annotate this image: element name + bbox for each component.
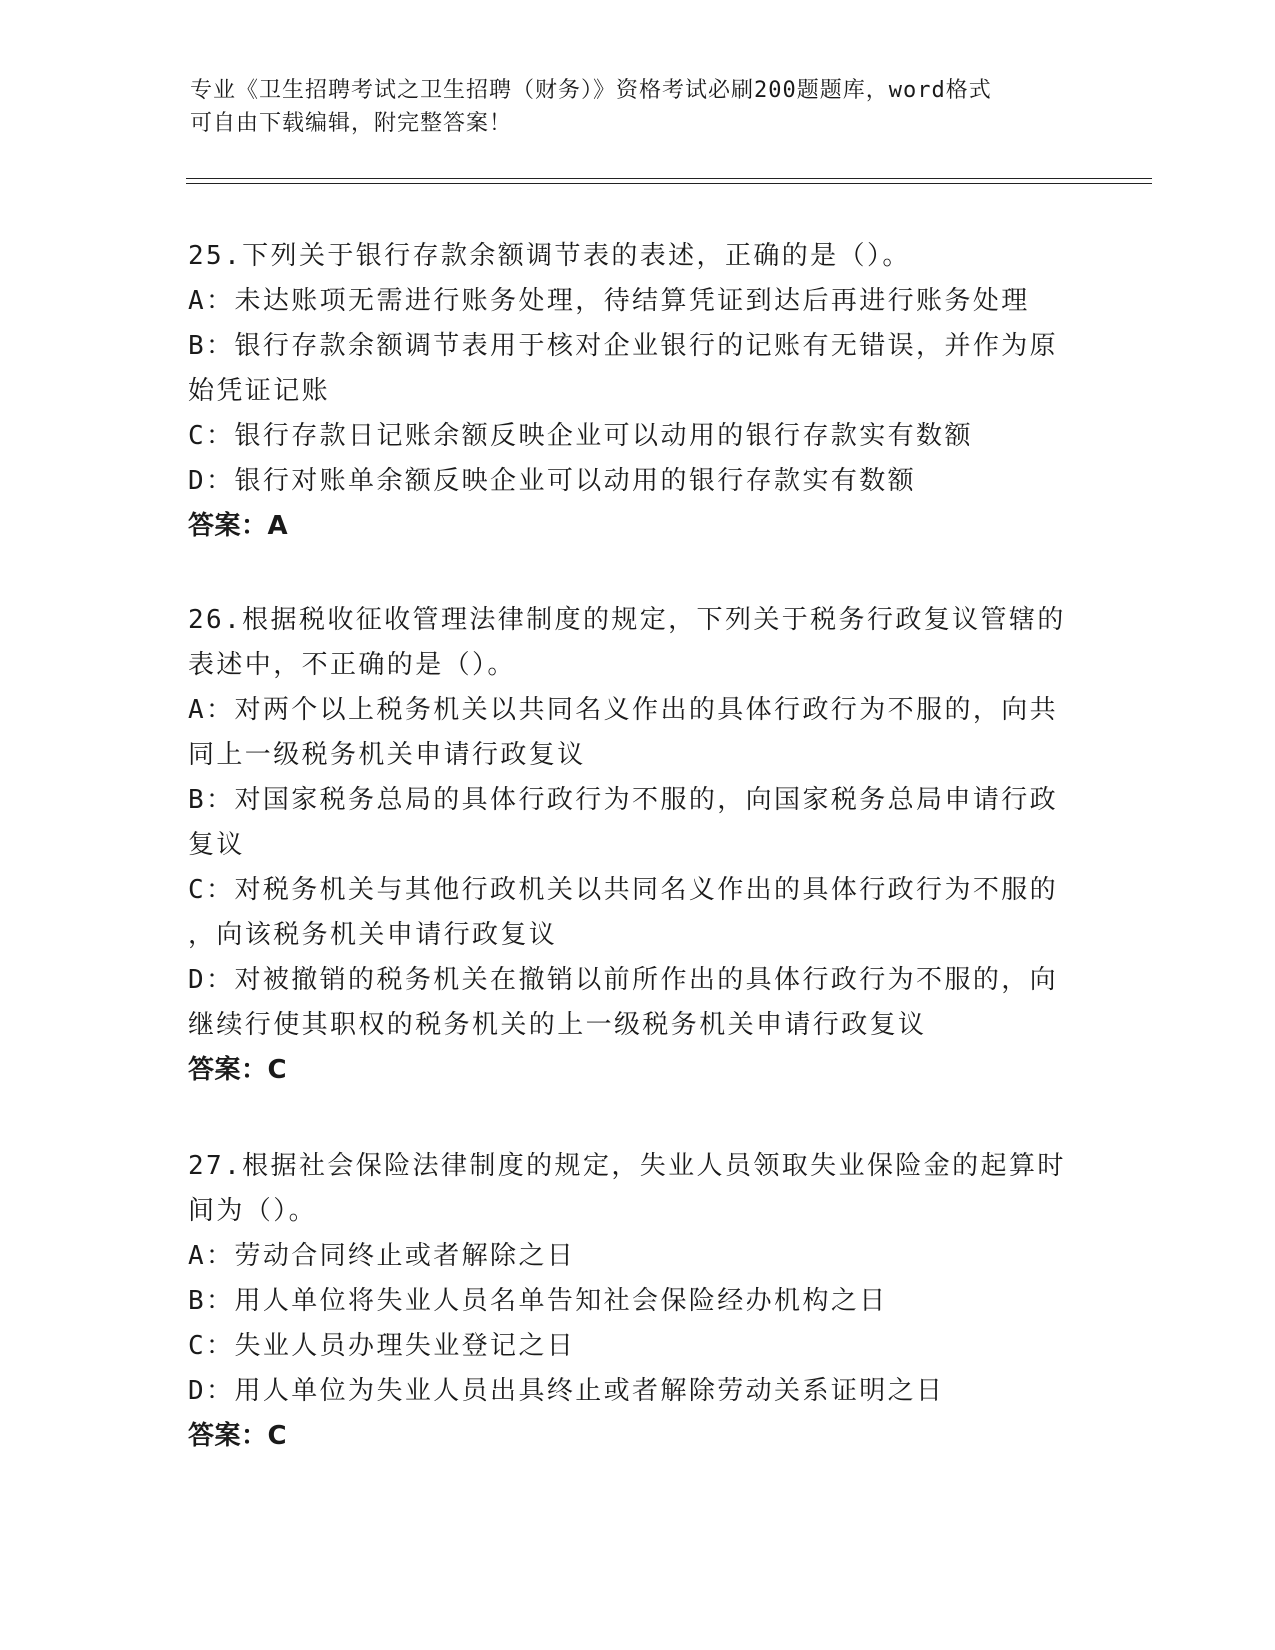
- question-stem-continued: 表述中，不正确的是（）。: [188, 650, 516, 680]
- option-c: C：失业人员办理失业登记之日: [188, 1331, 576, 1361]
- header-line-2: 可自由下载编辑，附完整答案！: [190, 111, 513, 136]
- option-d-continued: 继续行使其职权的税务机关的上一级税务机关申请行政复议: [188, 1010, 927, 1040]
- option-c: C：对税务机关与其他行政机关以共同名义作出的具体行政行为不服的: [188, 875, 1059, 905]
- option-b: B：银行存款余额调节表用于核对企业银行的记账有无错误，并作为原: [188, 331, 1059, 361]
- question-27: [188, 1144, 1078, 1459]
- question-stem: 27.根据社会保险法律制度的规定，失业人员领取失业保险金的起算时: [188, 1151, 1066, 1181]
- option-a: A：对两个以上税务机关以共同名义作出的具体行政行为不服的，向共: [188, 695, 1059, 725]
- option-a: A：劳动合同终止或者解除之日: [188, 1241, 576, 1271]
- question-stem: 25.下列关于银行存款余额调节表的表述，正确的是（）。: [188, 241, 911, 271]
- header-divider-top: [186, 178, 1152, 179]
- question-26: [188, 598, 1078, 1093]
- option-b: B：用人单位将失业人员名单告知社会保险经办机构之日: [188, 1286, 888, 1316]
- answer-label: 答案：C: [188, 1055, 288, 1085]
- header-line-1: 专业《卫生招聘考试之卫生招聘（财务）》资格考试必刷200题题库，word格式: [190, 78, 992, 103]
- option-c: C：银行存款日记账余额反映企业可以动用的银行存款实有数额: [188, 421, 973, 451]
- question-stem: 26.根据税收征收管理法律制度的规定，下列关于税务行政复议管辖的: [188, 605, 1066, 635]
- header-divider-bottom: [186, 183, 1152, 184]
- answer-label: 答案：C: [188, 1421, 288, 1451]
- option-d: D：对被撤销的税务机关在撤销以前所作出的具体行政行为不服的，向: [188, 965, 1059, 995]
- option-d: D：银行对账单余额反映企业可以动用的银行存款实有数额: [188, 466, 917, 496]
- option-d: D：用人单位为失业人员出具终止或者解除劳动关系证明之日: [188, 1376, 945, 1406]
- option-a-continued: 同上一级税务机关申请行政复议: [188, 740, 586, 770]
- question-25: [188, 234, 1078, 549]
- answer-label: 答案：A: [188, 511, 289, 541]
- option-c-continued: ，向该税务机关申请行政复议: [188, 920, 558, 950]
- document-header: [190, 74, 1090, 140]
- question-stem-continued: 间为（）。: [188, 1196, 318, 1226]
- option-a: A：未达账项无需进行账务处理，待结算凭证到达后再进行账务处理: [188, 286, 1030, 316]
- option-b-continued: 复议: [188, 830, 245, 860]
- option-b: B：对国家税务总局的具体行政行为不服的，向国家税务总局申请行政: [188, 785, 1059, 815]
- option-b-continued: 始凭证记账: [188, 376, 331, 406]
